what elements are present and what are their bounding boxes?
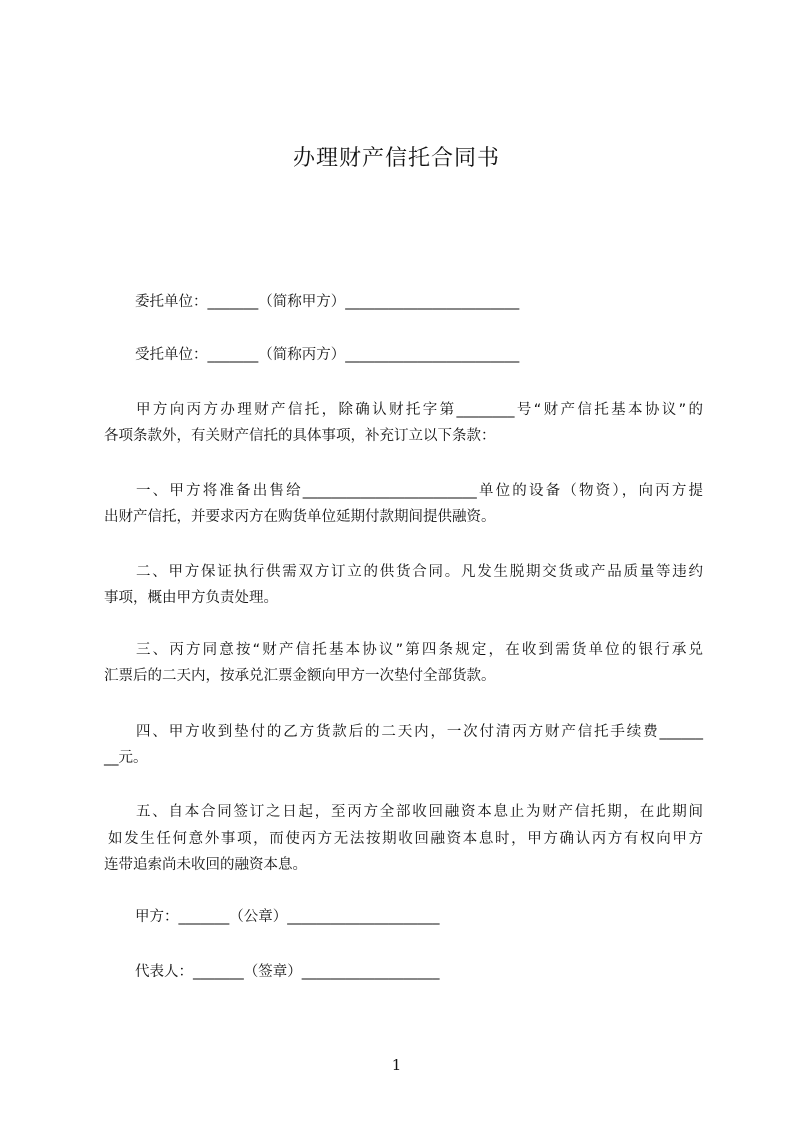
document-title: 办理财产信托合同书 — [292, 146, 500, 171]
clause-4-line-1: 四、甲方收到垫付的乙方货款后的二天内，一次付清丙方财产信托手续费______ — [136, 724, 703, 740]
clause-5-line-3: 连带追索尚未收回的融资本息。 — [104, 857, 307, 873]
representative-signature-line: 代表人：_______（签章）___________________ — [135, 964, 440, 980]
clause-2-line-2: 事项，概由甲方负责处理。 — [104, 590, 278, 606]
intro-line-1: 甲方向丙方办理财产信托，除确认财托字第________号“财产信托基本协议”的 — [136, 402, 703, 418]
clause-3-line-2: 汇票后的二天内，按承兑汇票金额向甲方一次垫付全部货款。 — [104, 668, 496, 684]
clause-4-line-2: __元。 — [104, 750, 148, 766]
trustee-unit-line: 受托单位：_______（简称丙方）________________________ — [135, 347, 520, 363]
page-number: 1 — [391, 1056, 402, 1074]
clause-1-line-1: 一、甲方将准备出售给________________________单位的设备（物资），向丙方提 — [136, 483, 703, 499]
clause-2-line-1: 二、甲方保证执行供需双方订立的供货合同。凡发生脱期交货或产品质量等违约 — [136, 564, 703, 580]
party-a-signature-line: 甲方：_______（公章）_____________________ — [135, 909, 440, 925]
clause-5-line-1: 五、自本合同签订之日起，至丙方全部收回融资本息止为财产信托期，在此期间 — [136, 804, 703, 820]
entrusting-unit-line: 委托单位：_______（简称甲方）________________________ — [135, 294, 520, 310]
intro-line-2: 各项条款外，有关财产信托的具体事项，补充订立以下条款： — [104, 428, 496, 444]
clause-1-line-2: 出财产信托，并要求丙方在购货单位延期付款期间提供融资。 — [104, 509, 496, 525]
clause-3-line-1: 三、丙方同意按“财产信托基本协议”第四条规定，在收到需货单位的银行承兑 — [136, 642, 703, 658]
clause-5-line-2: 如发生任何意外事项，而使丙方无法按期收回融资本息时，甲方确认丙方有权向甲方 — [108, 831, 703, 847]
